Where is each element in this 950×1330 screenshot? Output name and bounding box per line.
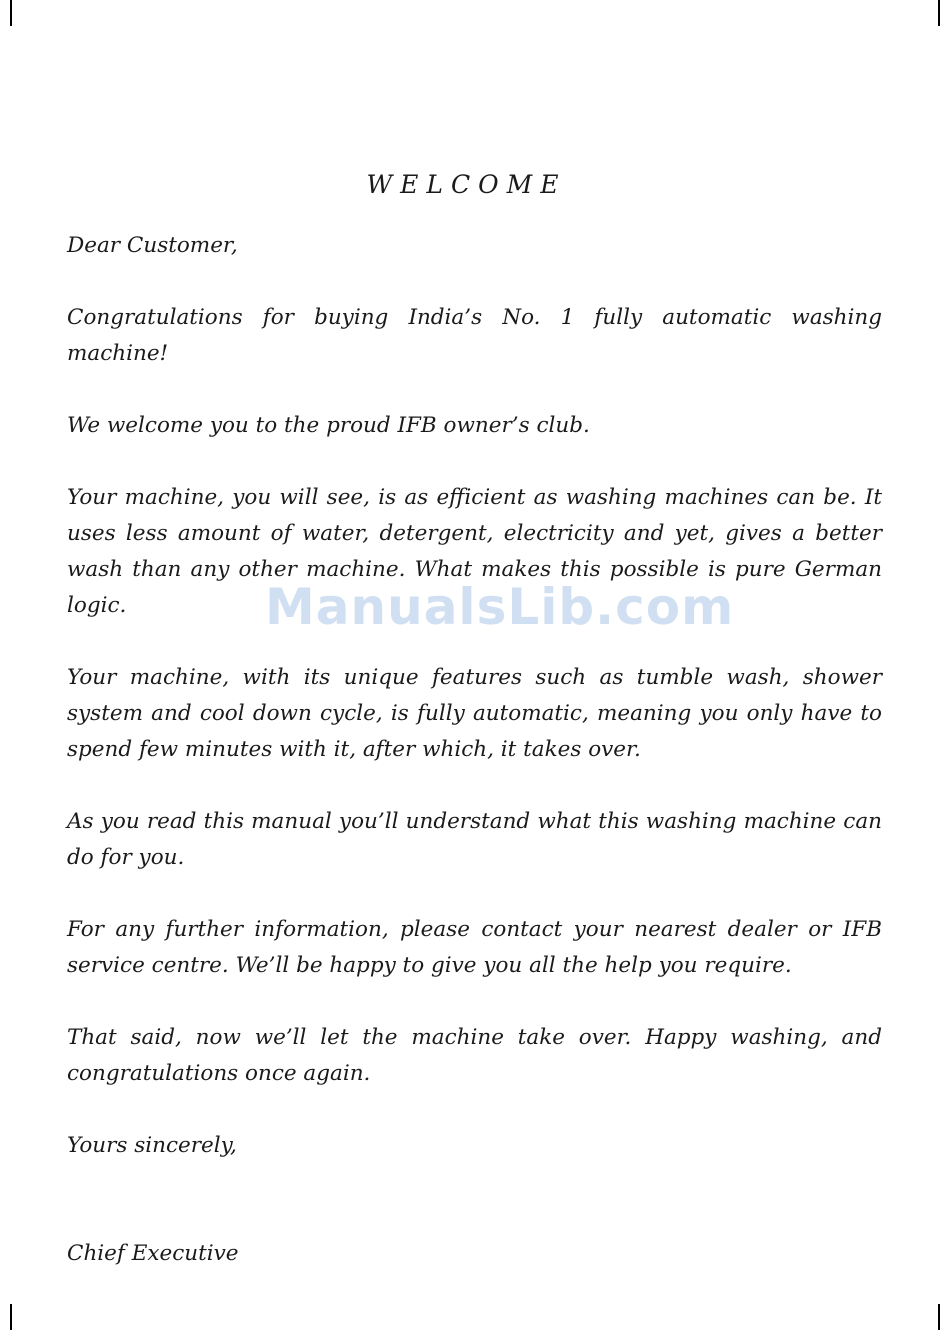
welcome-letter — [67, 228, 882, 1272]
crop-mark-bottom-right — [938, 1304, 950, 1330]
signature: Chief Executive — [67, 1241, 239, 1266]
paragraph-features: Your machine, with its unique features such as tumble wash, shower system and cool down cycle, is fully automatic, meaning you only have to spend few minutes with it, after which, it takes over. — [67, 665, 882, 762]
paragraph-manual: As you read this manual you’ll understand what this washing machine can do for you. — [67, 809, 882, 870]
paragraph-contact: For any further information, please contact your nearest dealer or IFB service centre. We’ll be happy to give you all the help you require. — [67, 917, 882, 978]
paragraph-efficiency: Your machine, you will see, is as efficient as washing machines can be. It uses less amount of water, detergent, electricity and yet, gives a better wash than any other machine. What makes this possible is pure German logic. — [67, 485, 882, 618]
paragraph-welcome: We welcome you to the proud IFB owner’s club. — [67, 413, 590, 438]
page-title: WELCOME — [366, 170, 567, 199]
crop-mark-top-right — [938, 0, 950, 26]
paragraph-closing-remark: That said, now we’ll let the machine take over. Happy washing, and congratulations once again. — [67, 1025, 882, 1086]
paragraph-congratulations: Congratulations for buying India’s No. 1 fully automatic washing machine! — [67, 305, 882, 366]
salutation: Dear Customer, — [67, 233, 238, 258]
closing: Yours sincerely, — [67, 1133, 237, 1158]
crop-mark-top-left — [0, 0, 12, 26]
crop-mark-bottom-left — [0, 1304, 12, 1330]
watermark: ManualsLib.com — [265, 578, 735, 636]
